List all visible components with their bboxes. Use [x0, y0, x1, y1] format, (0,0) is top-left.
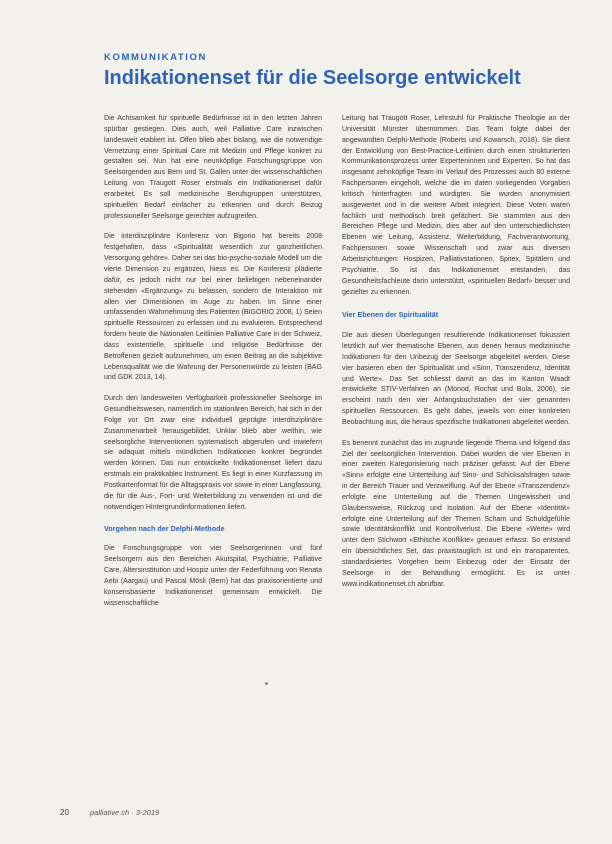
paragraph: Die interdisziplinäre Konferenz von Bigorio hat bereits 2008 festgehalten, dass «Spiritualität wesentlich zur ganzheitlichen Versorgung gehöre». Daher sei das bio-psycho-soziale Modell um die vierte Dimension zu ergänzen, hiess es. Die Konferenz plädierte dafür, es jedoch nicht nur bei einer beliebigen nebeneinander stehenden «Ergänzung» zu belassen, sondern die Interaktion mit allen vier Dimensionen im Auge zu haben. Im Sinne einer umfassenden Wahrnehmung des Patienten (BIGORIO 2008, 1) Seien spirituelle Ressourcen zu erfassen und zu evaluieren. Entsprechend fordern heute die Nationalen Leitlinien Palliative Care in der Schweiz, dass existentielle, spirituelle und religiöse Bedürfnisse der Betroffenen gezielt aufzunehmen, um einen Beitrag an die subjektive Lebensqualität wie die Wahrung der Personenwürde zu leisten (BAG und GDK 2013, 14).: [104, 233, 322, 382]
journal-issue: palliative ch · 3-2019: [90, 808, 160, 817]
article-headline: Indikationenset für die Seelsorge entwickelt: [104, 67, 521, 89]
page-footer: [60, 808, 570, 824]
paragraph: Die aus diesen Überlegungen resultierende Indikationenset fokussiert letztlich auf vier thematische Ebenen, aus denen heraus medizinische Indikationen für den Unbezug der Seelsorge abgeleitet werden. Diese vier basieren eben der Spiritualität und «Sinn, Transzendenz, Identität und Werte». Das Set schliesst damit an das im Kanton Waadt entwickelte STIV-Verfahren an (Monod, Rochat und Bula, 2006), sie erscheint nach den vier Anfangsbuchstaben der vier genannten spirituellen Ressourcen. Es geht dabei, jeweils von einer konkreten Beobachtung aus, die heraus spezifische Indikationen abgeleitet werden.: [342, 332, 571, 426]
paragraph: Die Forschungsgruppe von vier Seelsorgerinnen und fünf Seelsorgern aus den Bereichen Akutspital, Psychiatrie, Palliative Care, Altersinstitution und Hospiz unter der Federführung von Renata Aebi (Aargau) und Pascal Mösli (Bern) hat das praxisorientierte und konsensbasierte Indikationenset gemeinsam entwickelt. Die wissenschaftliche: [104, 545, 322, 607]
paragraph: Leitung hat Traugott Roser, Lehrstuhl für Praktische Theologie an der Universität Münster übernommen. Das Team folgte dabei der angewandten Delphi-Methode (Roberts und Kowarsch, 2018). Sie dient der Entwicklung von Best-Practice-Leitlinien durch einen strukturierten Kommunikationsprozess unter Experteninnen und Experten. So hat das insgesamt zehnköpfige Team im Verlauf des Prozesses auch 80 externe Fachpersonen eingeholt, welche die im daten vorliegenden Vorgaben kritisch hinterfragten und würdigten. Sie wurden anonymisiert ausgewertet und in die weitere Arbeit integriert. Diese Voten waren fachlich und methodisch breit gefächert. Sie stammten aus den Bereichen Pflege und Medizin, dies aber auf den unterschiedlichsten Ebenen wie Leitung, Assistenz, Weiterbildung, Fachverantwortung, Fachpersonen sowie Wissenschaft und zwar aus diversen Arbeitsrichtungen: Hospizen, Palliativstationen, Spitex, Spitälern und Psychiatrie. So ist das Indikationenset entstanden, das Gesundheitsfachleute darin unterstützt, «spirituellen Bedarf» besser und gezielter zu erkennen.: [342, 115, 570, 296]
section-label: KOMMUNIKATION: [104, 52, 207, 63]
paragraph: Es benennt zunächst das im zugrunde liegende Thema und folgend das Ziel der seelsorglichen Intervention. Dabei wurden die vier Ebenen in einer zweiten Kategorisierung noch präziser gefasst. Auf der Ebene «Sinn» erfolgte eine Unterteilung auf Sinn- und Schicksalsfragen sowie in der Bereich Trauer und Verzweiflung. Auf der Ebene «Transzendenz» erfolgte eine Unterteilung auf die Themen Ungewissheit und Glaubensweise, Rückzug und Isolation. Auf der Ebene «Identität» erfolgte eine Unterteilung auf der Themen Scham und Schuldgefühle sowie Identitätskonflikt und Kontrollverlust. Die Ebene «Werte» wird unter dem Stichwort «Ethische Konflikte» genauer erfasst. So entstand ein übersichtliches Set, das praxistauglich ist und ein transparentes, standardisiertes Vorgehen beim Einbezug oder der Einsatz der Seelsorge in der Behandlung ermöglicht. Es ist unter www.indikationenset.ch abrufbar.: [342, 439, 570, 588]
paragraph: Die Achtsamkeit für spirituelle Bedürfnisse ist in den letzten Jahren spürbar gestiegen. Dies auch, weil Palliative Care inzwischen landesweit etabliert ist. Offen blieb aber bislang, wie die notwendige Vernetzung einer Spiritual Care mit Medizin und Pflege konkret zu gestalten sei. Nun hat eine neunköpfige Forschungsgruppe von Seelsorgenden aus Bern und St. Gallen unter der wissenschaftlichen Leitung von Traugott Roser erstmals ein Indikationenset dafür erarbeitet. Es soll medizinische Berufsgruppen unterstützen, spirituellen Bedarf einfacher zu erkennen und durch Beizug professioneller Seelsorge gerechter aufzugreifen.: [104, 115, 322, 220]
subheading-ebenen: Vier Ebenen der Spiritualität: [342, 310, 439, 320]
subheading-delphi: Vorgehen nach der Delphi-Methode: [104, 523, 225, 533]
page-number: 20: [60, 808, 69, 817]
left-column: [104, 114, 322, 619]
paragraph: Durch den landesweiten Verfügbarkeit professioneller Seelsorge im Gesundheitswesen, namentlich im stationären Bereich, hat sich in der Folge vor Ort zwar eine individuell geprägte interdisziplinäre Zusammenarbeit herausgebildet. Unklar blieb aber weithin, wie seelsorgliche Interventionen systematisch abgerufen und inwiefern sie adäquat mittels mündlichen Indikationen konkret begründet werden können. Das nun entwickelte Indikationenset liefert dazu erstmals ein praktikables Instrument. Es liegt in einer Kurzfassung im Postkartenformat für die Alltagspraxis vor sowie in einer Langfassung, die für die Aus-, Fort- und Weiterbildung zu verwenden ist und die notwendigen Hintergrundinformationen liefert.: [104, 395, 322, 511]
decorative-dot: [265, 682, 268, 685]
right-column: [342, 114, 570, 601]
